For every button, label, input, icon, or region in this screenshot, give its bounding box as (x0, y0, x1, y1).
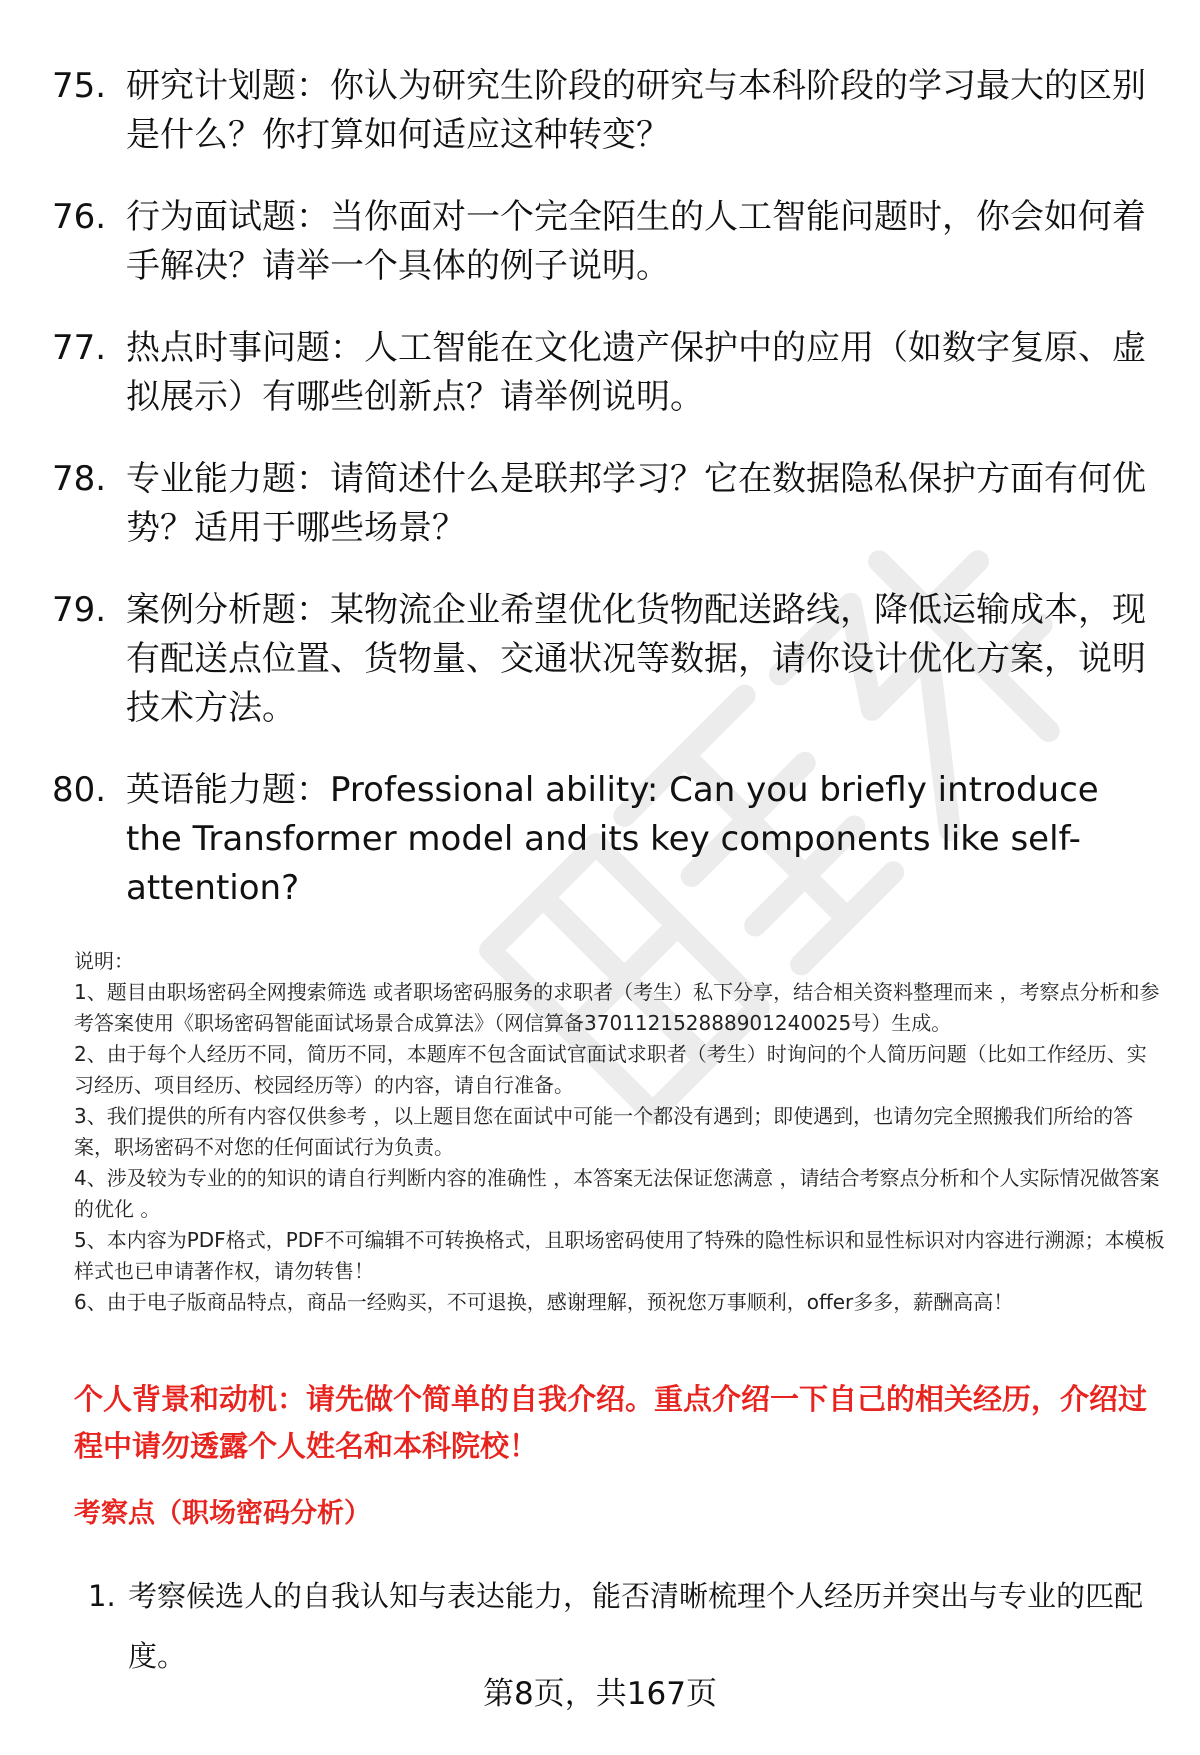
notes-heading: 说明： (74, 949, 134, 973)
question-number: 76. (52, 197, 107, 237)
question-list (52, 62, 1162, 946)
analysis-points (88, 1566, 1168, 1686)
question-item (52, 62, 1162, 160)
question-text: 案例分析题：某物流企业希望优化货物配送路线，降低运输成本，现有配送点位置、货物量、交通状况等数据，请你设计优化方案，说明技术方法。 (126, 590, 1146, 728)
note-item: 2、由于每个人经历不同，简历不同，本题库不包含面试官面试求职者（考生）时询问的个人简历问题（比如工作经历、实习经历、项目经历、校园经历等）的内容，请自行准备。 (74, 1042, 1147, 1097)
question-text: 行为面试题：当你面对一个完全陌生的人工智能问题时，你会如何着手解决？请举一个具体的例子说明。 (126, 197, 1146, 286)
question-item (52, 324, 1162, 422)
question-number: 75. (52, 66, 107, 106)
section-subtitle: 考察点（职场密码分析） (74, 1498, 371, 1529)
point-text: 考察候选人的自我认知与表达能力，能否清晰梳理个人经历并突出与专业的匹配度。 (128, 1579, 1144, 1673)
question-item (52, 455, 1162, 553)
question-item (52, 766, 1162, 913)
question-number: 79. (52, 590, 107, 630)
question-number: 77. (52, 328, 107, 368)
question-number: 80. (52, 770, 107, 810)
section-title: 个人背景和动机：请先做个简单的自我介绍。重点介绍一下自己的相关经历，介绍过程中请勿透露个人姓名和本科院校！ (74, 1382, 1148, 1463)
question-text: 热点时事问题：人工智能在文化遗产保护中的应用（如数字复原、虚拟展示）有哪些创新点？请举例说明。 (126, 328, 1146, 417)
question-item (52, 586, 1162, 733)
question-text: 专业能力题：请简述什么是联邦学习？它在数据隐私保护方面有何优势？适用于哪些场景？ (126, 459, 1146, 548)
note-item: 1、题目由职场密码全网搜索筛选 或者职场密码服务的求职者（考生）私下分享，结合相关资料整理而来 ，考察点分析和参考答案使用《职场密码智能面试场景合成算法》（网信算备370112152888901240025号）生成。 (74, 980, 1160, 1035)
analysis-point (88, 1566, 1168, 1686)
question-number: 78. (52, 459, 107, 499)
note-item: 4、涉及较为专业的的知识的请自行判断内容的准确性 ，本答案无法保证您满意 ，请结合考察点分析和个人实际情况做答案的优化 。 (74, 1166, 1160, 1221)
page-number: 第8页，共167页 (483, 1676, 717, 1712)
note-item: 5、本内容为PDF格式，PDF不可编辑不可转换格式，且职场密码使用了特殊的隐性标识和显性标识对内容进行溯源；本模板样式也已申请著作权，请勿转售！ (74, 1228, 1165, 1283)
note-item: 3、我们提供的所有内容仅供参考 ，以上题目您在面试中可能一个都没有遇到；即使遇到，也请勿完全照搬我们所给的答案，职场密码不对您的任何面试行为负责。 (74, 1104, 1134, 1159)
question-text: 英语能力题：Professional ability: Can you briefly introduce the Transformer model and its key components like self-attention? (126, 770, 1099, 908)
disclaimer-notes (74, 946, 1166, 1318)
note-item: 6、由于电子版商品特点，商品一经购买，不可退换，感谢理解，预祝您万事顺利，offer多多，薪酬高高！ (74, 1290, 1014, 1314)
question-item (52, 193, 1162, 291)
question-text: 研究计划题：你认为研究生阶段的研究与本科阶段的学习最大的区别是什么？你打算如何适应这种转变？ (126, 66, 1146, 155)
point-number: 1. (88, 1579, 116, 1613)
